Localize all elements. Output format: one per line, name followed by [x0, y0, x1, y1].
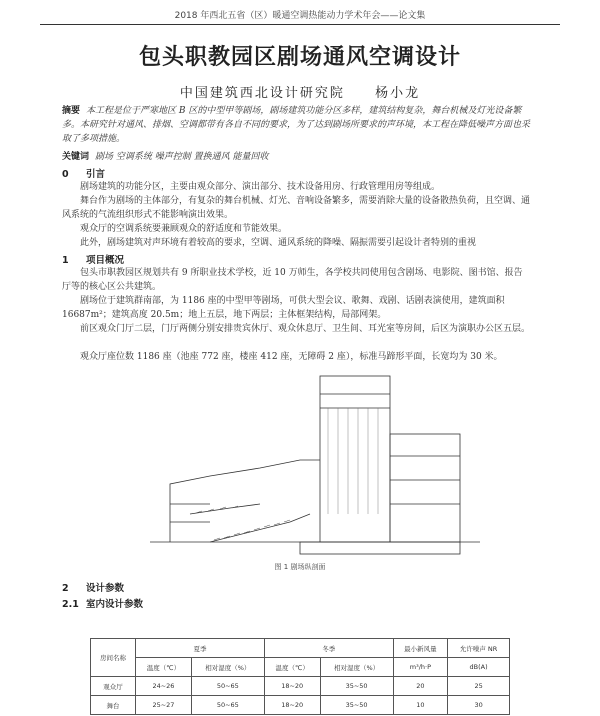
keywords [62, 150, 530, 164]
table-header-cell: m³/h·P [393, 658, 448, 677]
table-cell: 18~20 [264, 696, 320, 715]
table-header-cell: 温度（℃） [136, 658, 192, 677]
byline [0, 82, 600, 101]
section-heading-intro [62, 166, 105, 180]
table-cell: 24~26 [136, 677, 192, 696]
fly-tower [320, 376, 390, 542]
subsection-heading-indoor [62, 596, 143, 610]
indoor-parameters-table [90, 638, 510, 715]
keywords-text: 剧场 空调系统 噪声控制 置换通风 能量回收 [95, 152, 269, 162]
basement [300, 542, 460, 554]
section-number: 2 [62, 583, 69, 594]
table-header-cell: 夏季 [136, 639, 265, 658]
table-header-row [91, 639, 510, 658]
table-cell: 舞台 [91, 696, 136, 715]
abstract-text: 本工程是位于严寒地区 B 区的中型甲等剧场，剧场建筑功能分区多样，建筑结构复杂，舞台机械及灯光设备繁多。本研究针对通风、排烟、空调都带有各自不同的要求，为了达到剧场所要求的声环境，本工程在降低噪声方面也采取了多项措施。 [62, 106, 531, 144]
abstract-label: 摘要 [62, 106, 81, 116]
paragraph: 包头市职教园区规划共有 9 所职业技术学校，近 10 万师生，各学校共同使用包含剧场、电影院、图书馆、报告厅等的核心区公共建筑。 [62, 268, 523, 292]
auditorium-roof [170, 460, 320, 542]
table-cell: 25~27 [136, 696, 192, 715]
table-header-cell: 冬季 [264, 639, 393, 658]
keywords-label: 关键词 [62, 152, 90, 162]
table-row [91, 677, 510, 696]
table-header-cell: 房间名称 [91, 639, 136, 677]
author-name: 杨小龙 [375, 86, 421, 101]
section-heading-overview [62, 252, 124, 266]
table-cell: 18~20 [264, 677, 320, 696]
table-cell: 50~65 [191, 677, 264, 696]
affiliation: 中国建筑西北设计研究院 [179, 86, 345, 101]
abstract [62, 104, 530, 146]
theater-section-drawing [150, 364, 480, 558]
section-number: 0 [62, 169, 69, 180]
paragraph: 观众厅座位数 1186 座（池座 772 座，楼座 412 座，无障碍 2 座），标准马蹄形平面，长宽均为 30 米。 [80, 352, 503, 362]
section-title: 室内设计参数 [86, 599, 144, 610]
table-header-cell: 最小新风量 [393, 639, 448, 658]
section-title: 设计参数 [86, 583, 125, 594]
rigging-lines [328, 408, 378, 514]
section-number: 1 [62, 255, 69, 266]
paragraph: 观众厅的空调系统要兼顾观众的舒适度和节能效果。 [80, 224, 288, 234]
table-header-cell: 相对湿度（%） [191, 658, 264, 677]
section-title: 项目概况 [86, 255, 125, 266]
table-cell: 观众厅 [91, 677, 136, 696]
paragraph: 剧场位于建筑群南部，为 1186 座的中型甲等剧场，可供大型会议、歌舞、戏剧、话剧表演使用，建筑面积 16687m²；建筑高度 20.5m；地上五层，地下两层；主体框架结构，局部网架。 [62, 296, 505, 320]
section-title: 引言 [86, 169, 106, 180]
rear-stage-block [390, 434, 460, 542]
section-number: 2.1 [62, 599, 79, 610]
section-heading-params [62, 580, 124, 594]
table-cell: 35~50 [320, 677, 393, 696]
paper-title: 包头职教园区剧场通风空调设计 [138, 45, 461, 70]
table-row [91, 696, 510, 715]
table-header-cell: 温度（℃） [264, 658, 320, 677]
table-cell: 35~50 [320, 696, 393, 715]
paragraph: 剧场建筑的功能分区，主要由观众部分、演出部分、技术设备用房、行政管理用房等组成。 [80, 182, 441, 192]
running-header: 2018 年西北五省（区）暖通空调热能动力学术年会——论文集 [40, 8, 560, 25]
table-cell: 20 [393, 677, 448, 696]
paragraph: 此外，剧场建筑对声环境有着较高的要求，空调、通风系统的降噪、隔振需要引起设计者特别的重视 [80, 238, 477, 248]
table-subheader-row [91, 658, 510, 677]
table-cell: 30 [448, 696, 510, 715]
table-header-cell: 相对湿度（%） [320, 658, 393, 677]
table-header-cell: dB(A) [448, 658, 510, 677]
paragraph: 舞台作为剧场的主体部分，有复杂的舞台机械、灯光、音响设备繁多，需要消除大量的设备散热负荷，且空调、通风系统的气流组织形式不能影响演出效果。 [62, 196, 531, 220]
paragraph: 前区观众门厅二层，门厅两侧分别安排贵宾休厅、观众休息厅、卫生间、耳光室等房间，后区为演职办公区五层。 [80, 324, 531, 334]
balcony [190, 504, 260, 514]
table-cell: 50~65 [191, 696, 264, 715]
table-cell: 10 [393, 696, 448, 715]
table-cell: 25 [448, 677, 510, 696]
table-header-cell: 允许噪声 NR [448, 639, 510, 658]
figure-caption: 图 1 剧场纵剖面 [274, 563, 326, 571]
